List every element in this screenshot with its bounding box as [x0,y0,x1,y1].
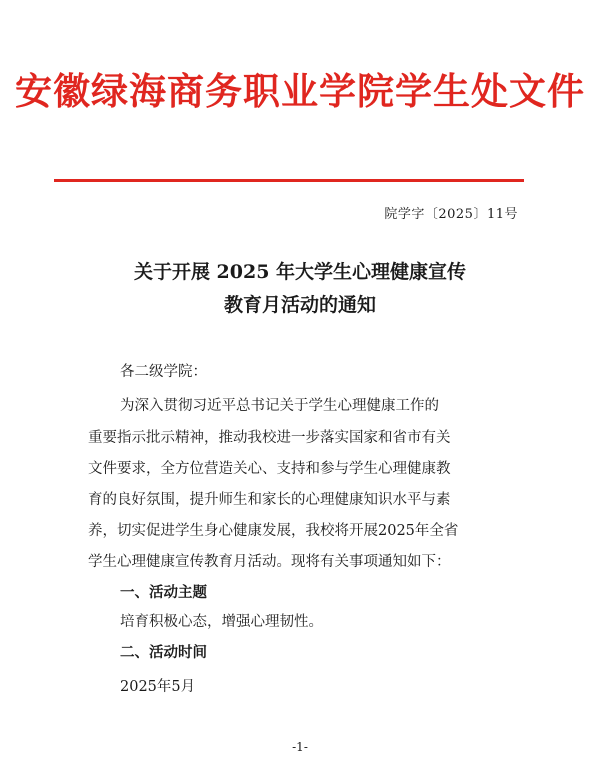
page-number: -1- [292,740,308,754]
body-line-1: 为深入贯彻习近平总书记关于学生心理健康工作的 [120,398,439,414]
body-line-4: 育的良好氛围，提升师生和家长的心理健康知识水平与素 [88,492,451,508]
document-title-line-1: 关于开展 2025 年大学生心理健康宣传 [133,261,467,283]
document-title-line-2: 教育月活动的通知 [223,294,376,316]
section-content-theme: 培育积极心态，增强心理韧性。 [120,614,323,630]
body-line-3: 文件要求，全方位营造关心、支持和参与学生心理健康教 [88,461,451,477]
body-line-5: 养，切实促进学生身心健康发展，我校将开展2025年全省 [88,523,459,539]
body-line-2: 重要指示批示精神，推动我校进一步落实国家和省市有关 [88,430,451,446]
body-line-6: 学生心理健康宣传教育月活动。现将有关事项通知如下： [88,554,451,570]
section-heading-time: 二、活动时间 [120,645,207,661]
salutation: 各二级学院： [120,364,207,380]
header-red-rule [54,179,524,182]
section-heading-theme: 一、活动主题 [120,585,207,601]
document-number: 院学字〔2025〕11号 [384,207,518,222]
org-header-title: 安徽绿海商务职业学院学生处文件 [15,69,585,113]
section-content-time: 2025年5月 [120,679,196,695]
